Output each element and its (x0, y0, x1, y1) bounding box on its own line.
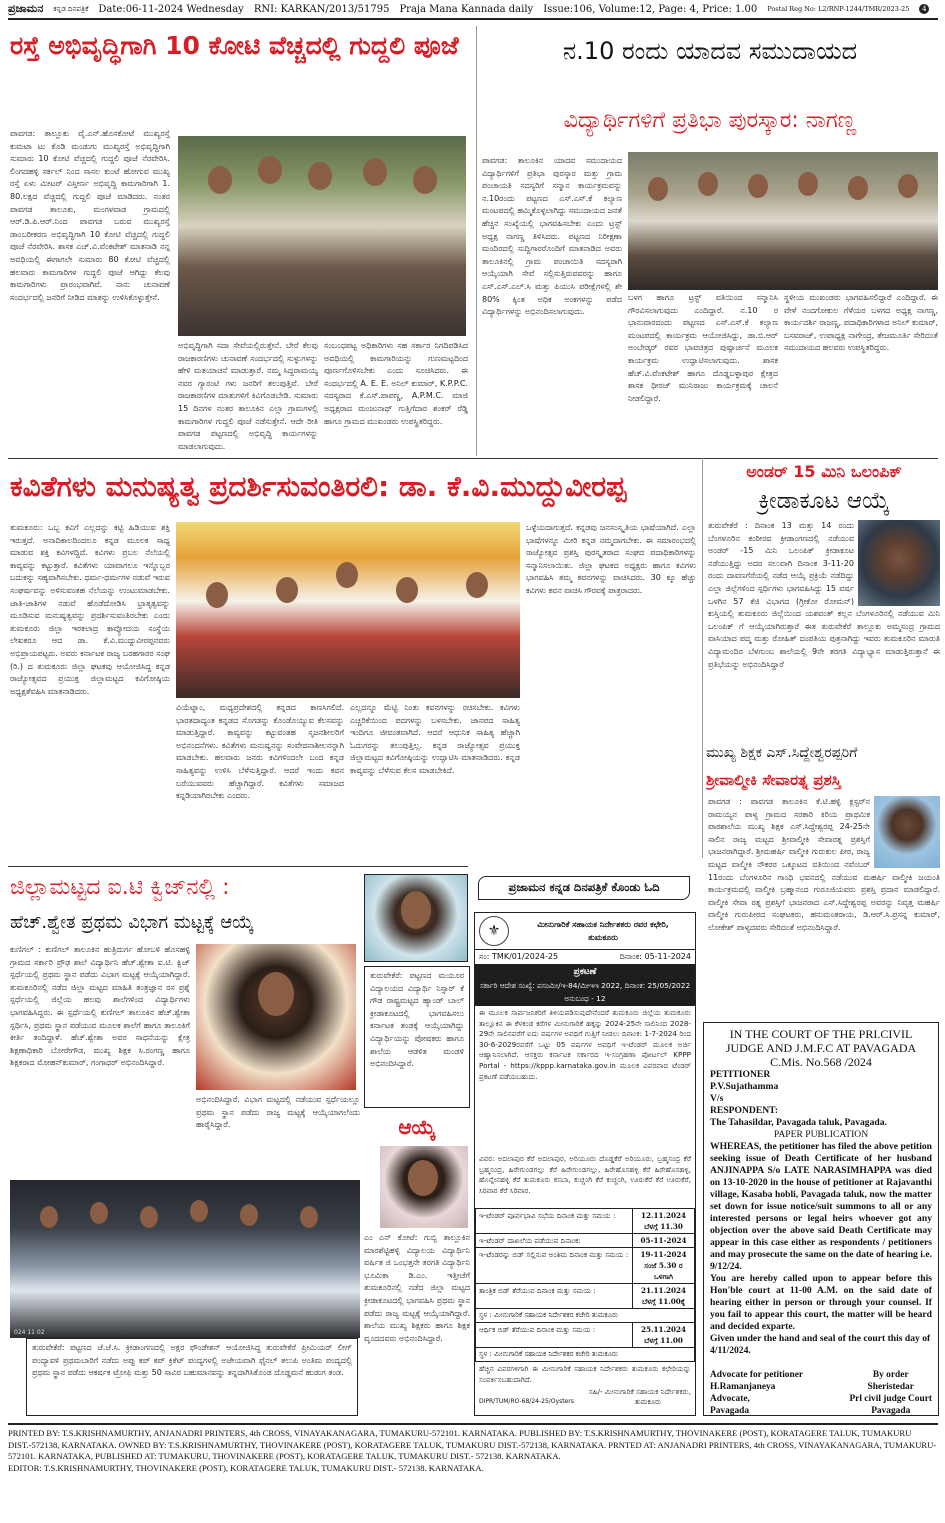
court-notice (703, 1022, 939, 1416)
tender-schedule-row (476, 1248, 695, 1284)
court-versus: V/s (710, 1093, 724, 1104)
article-yadava-col2: ಬಳಗ ಹಾಗೂ ಟ್ರಸ್ಟ್ ವತಿಯಿಂದ ಸನ್ಮಾನಿಸಿ ಗೌರವಿಸಲಾಗುವುದು ಎಂದಿದ್ದಾರೆ. ನ.10 ರ ಭಾನುವಾರದಂದು ಪಟ್ಟಣದ ಎಸ್.ಎಸ್.ಕೆ ಕಲ್ಯಾಣ ಮಂಟಪದಲ್ಲಿ ಕಾರ್ಯಕ್ರಮ ಆಯೋಜಿಸಿದ್ದು, ಡಾ.ಬಿ.ಆರ್ ಅಂಬೇಡ್ಕರ್ ರವರ ಭಾವಚಿತ್ರದ ಪುಷ್ಪಾರ್ಚನೆ ಮೂಲಕ ಕಾರ್ಯಕ್ರಮ ಉದ್ಘಾಟಿಸಲಾಗುವುದು. ಶಾಸಕ ಹೆಚ್.ವಿ.ವೆಂಕಟೇಶ್ ಹಾಗೂ ದೊಡ್ಡಬಳ್ಳಾಪುರ ಕ್ಷೇತ್ರದ ಶಾಸಕ ಧೀರಜ್ ಮುನಿರಾಜು ಕಾರ್ಯಕ್ರಮಕ್ಕೆ ಚಾಲನೆ ನೀಡಲಿದ್ದಾರೆ. (628, 293, 778, 403)
headline-road: ರಸ್ತೆ ಅಭಿವೃದ್ಧಿಗಾಗಿ 10 ಕೋಟಿ ವೆಚ್ಚದಲ್ಲಿ ಗುದ್ದಲಿ ಪೂಜೆ (10, 31, 459, 60)
court-respondent-label: RESPONDENT: (710, 1105, 779, 1116)
masthead-paper-name: Praja Mana Kannada daily (399, 3, 534, 15)
photo-olympic-athlete (858, 520, 940, 606)
tender-schedule-row (476, 1234, 695, 1248)
tender-schedule-label: ಆರ್ಥಿಕ ಬಿಡ್ ತೆರೆಯುವ ದಿನಾಂಕ ಮತ್ತು ಸಮಯ : (476, 1323, 633, 1348)
court-advocate-line: Pavagada (710, 1406, 750, 1416)
headline-quiz-line1: ಜಿಲ್ಲಾಮಟ್ಟದ ಐ.ಟಿ ಕ್ವಿಜ್‌ನಲ್ಲಿ : (10, 875, 230, 900)
tender-schedule-value (633, 1234, 695, 1248)
aykke-label: ಆಯ್ಕೆ (398, 1115, 436, 1139)
cricket-caption: ತುರುವೇಕೆರೆ: ಪಟ್ಟಣದ ಜೆ.ಜೆ.ಸಿ. ಕ್ರೀಡಾಂಗಣದಲ್ಲಿ ಅಕ್ಷರ ಫೌಂಡೇಶನ್ ಆಯೋಜಿಸಿದ್ದ ತುರುವೇಕೆರೆ ಪ್ರೀಮಿಯರ್ ಲೀಗ್ ಪಂದ್ಯಾವಳಿ ಪ್ರಥಮಬಾರಿಗೆ ನಡೆದು ಅಪ್ಪು ಕಪ್ ಕಪ್ ಕ್ರಿಕೆಟ್ ಪಂದ್ಯಗಳಲ್ಲಿ ಅಜೇಯವಾಗಿ ಫೈನಲ್ ತಲುಪಿ ಅಂತಿಮ ಪಂದ್ಯದಲ್ಲಿ ಪ್ರಥಮ ಸ್ಥಾನ ಪಡೆದು ಆಕರ್ಷಕ ಟ್ರೋಫಿ ಮತ್ತು 50 ಸಾವಿರ ಬಹುಮಾನವನ್ನು ತನ್ನದಾಗಿಸಿಕೊಂಡ ದೊಡ್ಡಮನೆ ಹುಡುಗ ತಂಡ. (26, 1338, 358, 1416)
government-seal-icon: ⚜ (479, 916, 509, 946)
tender-ref-no: ಸಂ: TMK/01/2024-25 (479, 952, 559, 961)
editor-text: EDITOR: T.S.KRISHNAMURTHY, THOVINAKERE (POST), KORATAGERE TALUK, TUMAKURU DIST.- 572138. KARNATAKA. (8, 1462, 484, 1473)
tender-schedule-row (476, 1323, 695, 1348)
headline-quiz-line2: ಹೆಚ್.ಶ್ವೇತ ಪ್ರಥಮ ವಿಭಾಗ ಮಟ್ಟಕ್ಕೆ ಆಯ್ಕೆ (10, 912, 254, 933)
photo-sports-student (380, 1146, 468, 1228)
court-title-line1: IN THE COURT OF THE PRI.CIVIL (729, 1027, 913, 1041)
photo-road-groundbreaking (178, 136, 466, 336)
headline-yadava-line1: ನ.10 ರಂದು ಯಾದವ ಸಮುದಾಯದ (562, 37, 858, 65)
tender-city: ತುಮಕೂರು (588, 933, 618, 942)
headline-yadava-line2: ವಿದ್ಯಾರ್ಥಿಗಳಿಗೆ ಪ್ರತಿಭಾ ಪುರಸ್ಕಾರ: ನಾಗಣ್ಣ (563, 108, 857, 133)
tender-venue-row (476, 1309, 695, 1323)
tender-schedule-label: ಇ-ಟೆಂಡರನ್ನು ಬಿಡ್ ಸಲ್ಲಿಸುವ ಅಂತಿಮ ದಿನಾಂಕ ಮತ್ತು ಸಮಯ : (476, 1248, 633, 1284)
article-poems-col4: ಒಳ್ಳೆಯದಾಗುತ್ತದೆ. ಕನ್ನಡವು ಜನಸಂಸ್ಕೃತಿಯ ಭಾಷೆಯಾಗಿದೆ. ಎಲ್ಲಾ ಭಾಷೆಗಳನ್ನೂ ಮೀರಿ ಕನ್ನಡ ನಮ್ಮದಾಗಬೇಕು. ಈ ಸಮಾರಂಭದಲ್ಲಿ ರಾಜ್ಯೋತ್ಸವ ಪ್ರಶಸ್ತಿ ಪುರಸ್ಕೃತರಾದ ಸಂಘದ ಪದಾಧಿಕಾರಿಗಳನ್ನು ಸನ್ಮಾನಿಸಲಾಯಿತು. ಜಿಲ್ಲಾ ಘಟಕದ ಅಧ್ಯಕ್ಷರು ಹಾಗೂ ಕವಿಗಳು ಭಾಗವಹಿಸಿ ತಮ್ಮ ಕವನಗಳನ್ನು ವಾಚಿಸಿದರು. 30 ಕ್ಕೂ ಹೆಚ್ಚು ಕವಿಗಳು ಕವನ ವಾಚಿಸಿ ಗೌರವಕ್ಕೆ ಪಾತ್ರರಾದರು. (526, 523, 696, 595)
tender-schedule-time: ಬೆಳಗ್ಗೆ 11.00ಕ್ಕೆ (642, 1297, 685, 1306)
imprint-footer (8, 1423, 938, 1474)
tender-schedule-label: ಇ-ಟೆಂಡರ್ ದಾಖಲೆಯ ಪಡೆಯುವ ದಿನಾಂಕ: (476, 1234, 633, 1248)
tender-schedule-table (475, 1208, 695, 1362)
photo-cricket-team (10, 1180, 360, 1338)
headline-olympic-line2: ಕ್ರೀಡಾಕೂಟ ಆಯ್ಕೆ (758, 488, 890, 514)
court-order-line: By order (872, 1370, 909, 1380)
tender-schedule-date: 05-11-2024 (640, 1236, 687, 1245)
tender-schedule-value (633, 1209, 695, 1234)
tender-schedule-label: ತಾಂತ್ರಿಕ ಬಿಡ್ ತೆರೆಯುವ ದಿನಾಂಕ ಮತ್ತು ಸಮಯ : (476, 1284, 633, 1309)
article-valmiki-text: ಪಾವಗಡ : ಪಾವಗಡ ತಾಲೂಕಿನ ಕೆ.ಟಿ.ಹಳ್ಳಿ ಕ್ಲಸ್ಟರ್‌ನ ರಾಮಯ್ಯನ ಪಾಳ್ಯ ಗ್ರಾಮದ ಸರಕಾರಿ ಕಿರಿಯ ಪ್ರಾಥಮಿಕ ಪಾಠಶಾಲೆಯ ಮುಖ್ಯ ಶಿಕ್ಷಕ ಎಸ್.ಸಿದ್ದೇಶ್ವರಪ್ಪ 24-25ನೇ ಸಾಲಿನ ರಾಜ್ಯ ಮಟ್ಟದ ಶ್ರೀವಾಲ್ಮೀಕಿ ಸೇವಾರತ್ನ ಪ್ರಶಸ್ತಿಗೆ ಭಾಜನರಾಗಿದ್ದಾರೆ. ಶ್ರೀಮಹರ್ಷಿ ವಾಲ್ಮೀಕಿ ಗುರುಕುಲ ಪೀಠ, ರಾಜ್ಯ ಮಟ್ಟದ ವಾಲ್ಮೀಕಿ ನೌಕರರ ಒಕ್ಕೂಟದ ವತಿಯಿಂದ ನವೆಂಬರ್ 11ರಂದು ಬೆಂಗಳೂರಿನ ಗಾಂಧಿ ಭವನದಲ್ಲಿ ನಡೆಯುವ ಮಹರ್ಷಿ ವಾಲ್ಮೀಕಿ ಜಯಂತಿ ಕಾರ್ಯಕ್ರಮದಲ್ಲಿ ವಾಲ್ಮೀಕಿ ಬ್ರಹ್ಮಾನಂದ ಗುರೂಜಿಯವರು ಪ್ರಶಸ್ತಿ ಪ್ರದಾನ ಮಾಡಲಿದ್ದಾರೆ. ವಾಲ್ಮೀಕಿ ಸೇವಾ ರತ್ನ ಪ್ರಶಸ್ತಿಗೆ ಭಾಜನರಾದ ಎಸ್.ಸಿದ್ದೇಶ್ವರಪ್ಪ ಅವರನ್ನು ನಿವೃತ್ತ ಮಹರ್ಷಿ ವಾಲ್ಮೀಕಿ ಗುರುಪೀಠದ ಸಂಘಟಕರು, ಹನುಮಂತರಾಯ, ಡಿ.ಆರ್.ಸಿ.ಪ್ರಸನ್ನ ಕುಮಾರ್, ಲೋಕೇಶ್ ಪಾಳ್ಯದವರು ಸೇರಿದಂತೆ ಅಭಿನಂದಿಸಿದ್ದಾರೆ. (708, 797, 940, 932)
masthead-postal: Postal Reg No: L2/RNP-1244/TMR/2023-25 (767, 5, 910, 13)
tender-schedule-date: 25.11.2024 (640, 1325, 686, 1334)
section-divider (8, 866, 468, 867)
tender-date: ದಿನಾಂಕ: 05-11-2024 (619, 952, 691, 961)
court-para1: WHEREAS, the petitioner has filed the above petition seeking issue of Death Certificate of her husband ANJINAPPA S/o LATE NARASIMHAPPA was died on 13-10-2020 in the house of petitioner at Rajavanthi village, Kasaba hobli, Pavagada taluk, now the matter set down for issue notice/suit summons to all or any interested persons or legal heirs whoever got any objection over the above said Death Certificate may appear in this case either as respondents / petitioners and may prosecute the same on the date of hearing i.e. 9/12/24. (710, 1141, 932, 1272)
court-order-line: Sheristedar (867, 1382, 914, 1392)
article-road-col2: ಅಭಿವೃದ್ಧಿಗಾಗಿ ಸದಾ ಸೇವೆಯಲ್ಲಿರುತ್ತೇನೆ. ಬೇರೆ ಕೆಲವು ರಾಜಕಾರಣಿಗಳು ಚುನಾವಣೆ ಸಂದರ್ಭದಲ್ಲಿ ಸುಳ್ಳುಗಳನ್ನು ಹೇಳಿ ಮತಯಾಚನೆ ಮಾಡುತ್ತಾರೆ. ನಮ್ಮ ಸಿದ್ದರಾಮಯ್ಯ ನವರ ಗ್ಯಾರಂಟಿ ಗಳು ಜನರಿಗೆ ತಲುಪುತ್ತಿವೆ. ಬೇರೆ ರಾಜಕಾರಣಿಗಳ ಮಾತುಗಳಿಗೆ ಕಿವಿಗೊಡಬೇಡಿ. ಸುಮಾರು 15 ದಿನಗಳ ನಂತರ ತಾಲೂಕಿನ ಎಲ್ಲಾ ಗ್ರಾಮಗಳಲ್ಲಿ ಕಾಮಗಾರಿಗಳ ಗುದ್ದಲಿ ಪೂಜೆ ನಡೆಸುತ್ತೇನೆ. ಆದೇ ರೀತಿ ಪಾವಗಡ ಪಟ್ಟಣದಲ್ಲಿ ಅಭಿವೃದ್ಧಿ ಕಾರ್ಯಗಳನ್ನು ಮಾಡಲಾಗುವುದು. (178, 341, 318, 451)
photo-tag: 024 11 02 (14, 1329, 45, 1336)
court-advocate-line: Advocate for petitioner (710, 1370, 804, 1380)
headline-poems: ಕವಿತೆಗಳು ಮನುಷ್ಯತ್ವ ಪ್ರದರ್ಶಿಸುವಂತಿರಲಿ: ಡಾ. ಕೆ.ವಿ.ಮುದ್ದುವೀರಪ್ಪ (10, 470, 627, 503)
court-publication: PAPER PUBLICATION (773, 1129, 869, 1140)
tender-dipr-code: DIPR/TUM/RO-68/24-25/Oysters (479, 1397, 574, 1405)
tender-venue: ಸ್ಥಳ : ಮೀನುಗಾರಿಕೆ ಸಹಾಯಕ ನಿರ್ದೇಶಕರ ಕಚೇರಿ ತುಮಕೂರು (476, 1309, 695, 1323)
headline-valmiki-line1: ಮುಖ್ಯ ಶಿಕ್ಷಕ ಎಸ್.ಸಿದ್ದೇಶ್ವರಪ್ಪರಿಗೆ (706, 745, 858, 761)
column-divider (476, 26, 477, 456)
article-road-col3: ಸಂಬಂಧಪಟ್ಟ ಅಧಿಕಾರಿಗಳು ಸಹ ಸರ್ಕಾರ ನಿಗದಿಪಡಿಸಿದ ಅವಧಿಯಲ್ಲಿ ಕಾಮಗಾರಿಯನ್ನು ಗುಣಮಟ್ಟದಿಂದ ಪೂರ್ಣಗೊಳಿಸಬೇಕು ಎಂದು ಸೂಚಿಸಿದರು. ಈ ಸಂದರ್ಭದಲ್ಲಿ A. E. E. ಅನಿಲ್ ಕುಮಾರ್, K.P.P.C. ಸದಸ್ಯರಾದ ಕೆ.ಎಸ್.ಪಾಪಣ್ಣ, A.P.M.C. ಮಾಜಿ ಅಧ್ಯಕ್ಷರಾದ ಮಂಜುನಾಥ್ ಗುತ್ತಿಗೆದಾರ ಶಂಕರ್ ರೆಡ್ಡಿ ಹಾಗೂ ಗ್ರಾಮದ ಮುಖಂಡರು ಉಪಸ್ಥಿತರಿದ್ದರು. (324, 341, 468, 426)
tender-notice (474, 912, 696, 1416)
imprint-text: PRINTED BY: T.S.KRISHNAMURTHY, ANJANADRI PRINTERS, 4th CROSS, VINAYAKANAGARA, TUMAKURU-572101. KARNATAKA. PUBLISHED BY: T.S.KRISHNAMURTHY, THOVINAKERE (POST), KORATAGERE TALUK, TUMAKURU DIST.-572138, KARNATAKA. OWNED BY: T.S.KRISHNAMURTHY, THOVINAKERE (POST), KORATAGERE TALUK, TUMAKURU DIST.-572138, KARNATAKA. PRNTED AT: ANJANADRI PRINTERS, 4th CROSS, VINAYAKANAGARA, TUMAKURU-572101. KARNATAKA, PUBLISHED AT: TUMAKURU, THOVINAKERE (POST), KORATAGERE TALUK, TUMAKURU DIST.- 572138. KARNATAKA. (8, 1428, 937, 1462)
page-number-badge: 4 (919, 4, 929, 14)
court-advocate-block (710, 1369, 803, 1416)
article-poems-col1: ತುಮಕೂರು: ಒಬ್ಬ ಕವಿಗೆ ಎಲ್ಲದನ್ನು ಕಟ್ಟಿ ಹಿಡಿಯುವ ಶಕ್ತಿ ಇರುತ್ತದೆ. ಅನಾದಿಕಾಲದಿಂದಲೂ ಕನ್ನಡ ಮೂಲಕ ಸಾಧ್ಯ ಮಾಡುವ ಶಕ್ತಿ ಕವಿಗಳದ್ದಿದೆ. ಕವಿಗಳು ಪ್ರಬಲ ನೆಲೆಯಲ್ಲಿ ಕಾವ್ಯವನ್ನು ಕಟ್ಟುತ್ತಾರೆ. ಕವಿತೆಗಳು ಯಾವಾಗಲೂ ಇನ್ನೊಬ್ಬರ ಬದುಕನ್ನು ಸಹ್ಯವಾಗಿಸಬೇಕು. ಧರ್ಮ-ಧರ್ಮಗಳ ನಡುವೆ ಇರುವ ಸಂಘರ್ಷವನ್ನು ಅಳಿಸುವಂತಹ ನೆಲೆಯನ್ನು ಉಂಟುಮಾಡಬೇಕು. ಜಾತಿ-ಜಾತಿಗಳ ನಡುವೆ ಹೊಡೆದೋಡಿಸಿ ಭ್ರಾತೃತ್ವವನ್ನು ಮೂಡಿಸುವ ಮನುಷ್ಯತ್ವವನ್ನು ಪ್ರದರ್ಶಿಸುವಂತಿರಬೇಕು ಎಂದು ತುಮಕೂರು ಜಿಲ್ಲಾ ಇರಕಲಾದ್ರ ಕಾವ್ಯೋದಯ ಸಂಸ್ಥೆಯ ಲೇಖಕರೂ ಆದ ಡಾ. ಕೆ.ವಿ.ಮುದ್ದುವೀರಪ್ಪನವರು ಅಭಿಪ್ರಾಯಪಟ್ಟರು. ಅವರು ಕರ್ನಾಟಕ ರಾಜ್ಯ ಬರಹಗಾರರ ಸಂಘ (ರಿ.) ದ ತುಮಕೂರು ಜಿಲ್ಲಾ ಘಟಕವು ಆಯೋಜಿಸಿದ್ದ ಕನ್ನಡ ರಾಜ್ಯೋತ್ಸವದ ಪ್ರಯುಕ್ತ ಜಿಲ್ಲಾಮಟ್ಟದ ಕವಿಗೋಷ್ಠಿಯ ಅಧ್ಯಕ್ಷತೆವಹಿಸಿ ಮಾತನಾಡಿದರು. (10, 523, 170, 696)
tender-schedule-date: 19-11-2024 (640, 1250, 687, 1259)
tender-schedule-time: ಸಂಜೆ 5.30 ರ ಒಳಗಾಗಿ (644, 1261, 683, 1281)
court-title-line2: JUDGE AND J.M.F.C AT PAVAGADA (725, 1041, 917, 1055)
tender-footer-text: ಹೆಚ್ಚಿನ ವಿವರಗಳಿಗಾಗಿ ಈ ಮೀನುಗಾರಿಕೆ ಸಹಾಯಕ ನಿರ್ದೇಶಕರು ತುಮಕೂರು ಕಛೇರಿಯನ್ನು ಸಂಪರ್ಕಿಸಬಹುದಾಗಿದೆ. (479, 1364, 691, 1384)
article-olympic-text: ತುರುವೇಕೆರೆ : ದಿನಾಂಕ 13 ಮತ್ತು 14 ರಂದು ಬೆಂಗಳೂರಿನ ಕಂಠೀರವ ಕ್ರೀಡಾಂಗಣದಲ್ಲಿ ನಡೆಯುವ ಅಂಡರ್ -15 ಮಿನಿ ಒಲಂಪಿಕ್ ಕ್ರೀಡಾಕೂಟ ನಡೆಯುತ್ತಿದ್ದು ಅದರ ಸಲುವಾಗಿ ದಿನಾಂಕ 3-11-20 ರಂದು ದಾವಣಗೆರೆಯಲ್ಲಿ ನಡೆದ ಆಯ್ಕೆ ಪ್ರಕ್ರಿಯೆ ನಡೆದಿದ್ದು ಎಲ್ಲಾ ಜಿಲ್ಲೆಗಳಿಂದ ಸ್ಪರ್ಧಿಗಳು ಭಾಗವಹಿಸಿದ್ದು 15 ವರ್ಷ ಒಳಗಿನ 57 ಕೆಜಿ ವಿಭಾಗದ (ಗ್ರೀಕೋ ರೋಮನ್) ಕುಸ್ತಿಯಲ್ಲಿ ತುಮಕೂರು ಜಿಲ್ಲೆಯಿಂದ ಯಶವಂತ್ ಕಲ್ಲನ ಬೆಂಗಳೂರಿನಲ್ಲಿ ನಡೆಯುವ ಮಿನಿ ಒಲಂಪಿಕ್ ಗೆ ಆಯ್ಕೆಯಾಗಿರುತ್ತಾರೆ ಈತ ತುರುವೇಕೆರೆ ತಾಲ್ಲೂಕು ಅಮ್ಮಸಂದ್ರ ಗ್ರಾಮದ ವಾಸಿಯಾದ ಪದ್ಮ ಮತ್ತು ರೋಹಿತ್ ದಂಪತಿಯ ಪುತ್ರನಾಗಿದ್ದು ಇವರು ತುಮಕೂರಿನ ಮಾರುತಿ ವಿದ್ಯಾಮಂದಿರ ಬೆಳಗುಂಬ ಶಾಲೆಯಲ್ಲಿ 9ನೇ ತರಗತಿ ವಿದ್ಯಾಭ್ಯಾಸ ಮಾಡುತ್ತಿರುತ್ತಾನೆ ಈ ಪ್ರತಿಭೆಯನ್ನು ಅಭಿನಂದಿಸಿದ್ದಾರೆ (708, 521, 940, 669)
tender-signature-city: ತುಮಕೂರು (634, 1397, 661, 1406)
photo-yadava-event (628, 152, 938, 290)
tender-schedule-label: ಇ-ಟೆಂಡರ್ ಪೂರ್ವಭಾವಿ ಸಭೆಯ ದಿನಾಂಕ ಮತ್ತು ಸಮಯ : (476, 1209, 633, 1234)
masthead-logo: ಪ್ರಜಾಮನ (8, 2, 44, 15)
masthead (8, 0, 938, 20)
tender-schedule-value (633, 1284, 695, 1309)
quiz-photo-caption: ಅಭಿನಂದಿಸಿದ್ದಾರೆ. ವಿಭಾಗ ಮಟ್ಟದಲ್ಲಿ ನಡೆಯುವ ಸ್ಪರ್ಧೆಯಲ್ಲೂ ಪ್ರಥಮ ಸ್ಥಾನ ಪಡೆದು ರಾಜ್ಯ ಮಟ್ಟಕ್ಕೆ ಆಯ್ಕೆಯಾಗಲೆಂದು ಹಾರೈಸಿದ್ದಾರೆ. (196, 1095, 360, 1130)
tender-venue-row (476, 1348, 695, 1362)
court-para2: You are hereby called upon to appear before this Hon'ble court at 11-00 A.M. on the said date of hearing either in person or through your counsel. If you fail to appear this court, the matter will be heard and decided exparte. (710, 1273, 932, 1332)
tender-office: ಮೀನುಗಾರಿಕೆ ಸಹಾಯಕ ನಿರ್ದೇಶಕರು ರವರ ಕಛೇರಿ, (537, 920, 669, 929)
court-para3: Given under the hand and seal of the court this day of 4/11/2024. (710, 1333, 931, 1356)
tender-schedule-time: ಬೆಳಗ್ಗೆ 11.30 (644, 1222, 683, 1231)
photo-quiz-student (196, 944, 356, 1090)
masthead-date: Date:06-11-2024 Wednesday (98, 3, 244, 15)
tender-venue: ಸ್ಥಳ : ಮೀನುಗಾರಿಕೆ ಸಹಾಯಕ ನಿರ್ದೇಶಕರ ಕಚೇರಿ ತುಮಕೂರು (476, 1348, 695, 1362)
masthead-subtitle: ಕನ್ನಡ ದಿನಪತ್ರಿಕೆ (53, 4, 89, 13)
tender-signature: ಸಹಿ/- ಮೀನುಗಾರಿಕೆ ಸಹಾಯಕ ನಿರ್ದೇಶಕರು, (588, 1387, 691, 1397)
court-order-line: Pavagada (871, 1406, 911, 1416)
masthead-rni: RNI: KARKAN/2013/51795 (253, 3, 390, 15)
court-petitioner-label: PETITIONER (710, 1069, 771, 1080)
article-road-col1: ಪಾವಗಡ: ತಾಲ್ಲೂಕು ವೈ.ಎನ್.ಹೊಸಕೋಟೆ ಮುಖ್ಯರಸ್ತೆ ಕುಮಟಾ ಟು ಕೊಡಿ ಮಂಡುಗು ಮುಖ್ಯರಸ್ತೆ ಅಭಿವೃದ್ಧಿಗಾಗಿ ಸುಮಾರು 10 ಕೋಟಿ ವೆಚ್ಚದಲ್ಲಿ ಗುದ್ದಲಿ ಪೂಜೆ ನೆರವೇರಿಸಿ. ಲಿಂಗದಹಳ್ಳಿ ಸರ್ಕಲ್ ನಿಂದ ಸಾಸಲ ಕುಂಟೆ ಹೋಗುವ ಮುಖ್ಯ ರಸ್ತೆ ಏಳು ಮೀಟರ್ ವಿಸ್ತೀರ್ಣ ಅಭಿವೃದ್ಧಿ ಕಾಮಗಾರಿಗಾಗಿ 1. 80.ಲಕ್ಷದ ವೆಚ್ಚದಲ್ಲಿ ಗುದ್ದಲಿ ಪೂಜೆ ಮಾಡಿದರು. ನಂತರ ಪಾವಗಡ ತಾಲೂಕು, ಮಂಗಳವಾಡ ಗ್ರಾಮದಲ್ಲಿ ಆರ್.ಡಿ.ಪಿ.ಆರ್.ನಿಂದ ಪಾವಗಡ ಬರುವ ಮುಖ್ಯರಸ್ತೆ ಡಾಂಬರೀಕರಣ ಅಭಿವೃದ್ಧಿಗಾಗಿ 10 ಕೋಟಿ ವೆಚ್ಚದಲ್ಲಿ ಗುದ್ದಲಿ ಪೂಜೆ ನೆರವೇರಿಸಿ. ಶಾಸಕ ಎಚ್.ವಿ.ವೆಂಕಟೇಶ್ ಮಾತನಾಡಿ ನನ್ನ ಅವಧಿಯಲ್ಲಿ ಈಗಾಗಲೇ ಸುಮಾರು 80 ಕೋಟಿ ವೆಚ್ಚದಲ್ಲಿ ಹಲವಾರು ಕಾಮಗಾರಿಗಳ ಗುದ್ದಲಿ ಪೂಜೆ ಆಗಿದ್ದು ಕೆಲವು ಕಾಮಗಾರಿಗಳು ಪ್ರಾರಂಭವಾಗಿವೆ. ನಾನು ಚುನಾವಣೆ ಸಂದರ್ಭದಲ್ಲಿ ಜನರಿಗೆ ನೀಡಿದ ಮಾತನ್ನು ಉಳಿಸಿಕೊಳ್ಳುತ್ತೇನೆ. (10, 129, 170, 302)
tender-annexure: ಅನುಬಂಧ - 12 (564, 994, 606, 1003)
tender-schedule-date: 21.11.2024 (640, 1286, 686, 1295)
court-respondent: The Tahasildar, Pavagada taluk, Pavagada. (710, 1117, 887, 1128)
article-poems-col3: ಎಲ್ಲದನ್ನೂ ಮೆಟ್ಟಿ ನಿಂತು ಕವನಗಳನ್ನು ರಚಿಸಬೇಕು. ಕವಿಗಳು ಎಚ್ಚರಿಕೆಯಿಂದ ಪದಗಳನ್ನು ಬಳಸಬೇಕು. ಜಾನಪದ ಸಾಹಿತ್ಯ ಇಂದಿಗೂ ಜೀವಂತವಾಗಿದೆ. ಆದರೆ ಆಧುನಿಕ ಸಾಹಿತ್ಯ ಹೆಚ್ಚಾಗಿ ಓದುಗರನ್ನು ತಲುಪುತ್ತಿಲ್ಲ. ಕನ್ನಡ ರಾಜ್ಯೋತ್ಸವ ಪ್ರಯುಕ್ತ ಜಿಲ್ಲಾಮಟ್ಟದ ಕವಿಗೋಷ್ಠಿಯನ್ನು ಉದ್ಘಾಟಿಸಿ ಮಾತನಾಡಿದರು. ಕನ್ನಡ ಕಾವ್ಯವನ್ನು ಬೆಳೆಸುವ ಕೆಲಸ ಮಾಡಬೇಕಿದೆ. (350, 703, 520, 775)
court-case-no: C.Mis. No.568 /2024 (770, 1055, 872, 1069)
article-olympic (708, 520, 940, 740)
section-divider (8, 458, 938, 459)
headline-valmiki-line2: ಶ್ರೀವಾಲ್ಮೀಕಿ ಸೇವಾರತ್ನ ಪ್ರಶಸ್ತಿ (706, 771, 841, 789)
tender-lakes: ವಿವರ: ಅದಲಾಪುರ ಕೆರೆ ಅದಲಾಪುರ, ಅರಿಯೂರು ದೊಡ್ಡಕೆರೆ ಅರಿಯೂರು, ಬ್ರಹ್ಮಸಂದ್ರ ಕೆರೆ ಬ್ರಹ್ಮಸಂದ್ರ, ಹಿರೇಗುಂಡಗಲ್ಲು ಕೆರೆ ಹಿರೇಗುಂಡಗಲ್ಲು, ಹಿರೇಹೊಸಹಳ್ಳಿ ಕೆರೆ ಹಿರೇಹೊಸಹಳ್ಳಿ, ಹೊನ್ನೇನಹಳ್ಳಿ ಕೆರೆ ತುಮಕೂರು ಕಸಬಾ, ಕುಚ್ಚಂಗಿ ಕೆರೆ ಕುಚ್ಚಂಗಿ, ಊರುಕೆರೆ ಕೆರೆ ಊರುಕೆರೆ, ಸಿರಿವಾರ ಕೆರೆ ಸಿರಿವಾರ. (479, 1154, 691, 1195)
article-valmiki (708, 796, 940, 1021)
tender-ref-row (475, 950, 695, 965)
tender-schedule-row (476, 1284, 695, 1309)
tender-title-bar (475, 965, 695, 1006)
court-order-block (849, 1369, 932, 1416)
court-order-line: Prl civil judge Court (849, 1394, 932, 1404)
article-sports-selection: ಎಂ ಎನ್ ಕೋಟೆ: ಗುಬ್ಬಿ ತಾಲ್ಲೂಕಿನ ಮಾರಶೆಟ್ಟಿಹಳ್ಳಿ ವಿದ್ಯಾಲಯ ವಿದ್ಯಾರ್ಥಿನಿ ವರ್ಷಿತ ಜಿ ಒಂಭತ್ತನೇ ತರಗತಿ ವಿದ್ಯಾರ್ಥಿನಿ ಭೂಮಿಕಾ ಡಿ.ಎಂ. ಇತ್ತೀಚೆಗೆ ತುಮಕೂರಿನಲ್ಲಿ ನಡೆದ ಜಿಲ್ಲಾ ಮಟ್ಟದ ಕ್ರೀಡಾಕೂಟದಲ್ಲಿ ಭಾಗವಹಿಸಿ ಪ್ರಥಮ ಸ್ಥಾನ ಪಡೆದು ರಾಜ್ಯ ಮಟ್ಟಕ್ಕೆ ಆಯ್ಕೆಯಾಗಿದ್ದಾರೆ. ಶಾಲೆಯ ಮುಖ್ಯ ಶಿಕ್ಷಕರು ಹಾಗೂ ಶಿಕ್ಷಕ ವೃಂದದವರು ಅಭಿನಂದಿಸಿದ್ದಾರೆ. (364, 1233, 470, 1343)
article-poems-col2: ವಿಯೆಟ್ನಾಂ, ಮಧ್ಯಪ್ರದೇಶದಲ್ಲಿ ಕನ್ನಡದ ಕಾಣಸಿಗಲಿದೆ. ಭಾರತದಾದ್ಯಂತ ಕನ್ನಡದ ಸೊಗಡನ್ನು ಕೊಂಡೊಯ್ಯುವ ಕೆಲಸವನ್ನು ಮಾಡುತ್ತಿದ್ದಾರೆ. ಕಾವ್ಯವನ್ನು ಕಟ್ಟುವಂತಹ ಸೃಜನಶೀಲರಿಗೆ ಅಭಿನಂದನೆಗಳು. ಕವಿತೆಗಳು ಮನುಷ್ಯನನ್ನು ಸಂವೇದನಾಶೀಲನನ್ನಾಗಿ ಮಾಡಬೇಕು. ಹಲವಾರು ಜನರು ಕವಿಗಳಿಂದಲೇ ಬಂದ ಕನ್ನಡ ಸಾಹಿತ್ಯವನ್ನು ಉಳಿಸಿ ಬೆಳೆಸುತ್ತಿದ್ದಾರೆ. ಆದರೆ ಇಂದು ಕವನ ಬರೆಯುವವರು ಹೆಚ್ಚಾಗಿದ್ದಾರೆ. ಕವಿತೆಗಳು ಸಮಾಜದ ಕನ್ನಡಿಯಾಗಿರಬೇಕು ಎಂದರು. (176, 703, 344, 801)
article-yadava-col3: ಸ್ಥಳೀಯ ಮುಖಂಡರು ಭಾಗವಹಿಸಲಿದ್ದಾರೆ ಎಂದಿದ್ದಾರೆ. ಈ ವೇಳೆ ನಂದಗೋಕುಲ ಗೆಳೆಯರ ಬಳಗದ ಅಧ್ಯಕ್ಷ ನಾಗಣ್ಣ, ಕಾರ್ಯದರ್ಶಿ ರಾಜಣ್ಣ, ಪದಾಧಿಕಾರಿಗಳಾದ ಅನಿಲ್ ಕುಮಾರ್, ಬಸವರಾಜ್, ಉಪಾಧ್ಯಕ್ಷ ನಾಗೇಂದ್ರ, ತೇಜಮೂರ್ತಿ ಸೇರಿದಂತೆ ಸಮುದಾಯದ ಹಲವರು ಉಪಸ್ಥಿತರಿದ್ದರು. (784, 293, 938, 353)
tender-order-ref: ಸರ್ಕಾರಿ ಆದೇಶ ಸಂಖ್ಯೆ: ಪಸಂಮೀ/ಇ-84/ಮೀಇಇ 2022, ದಿನಾಂಕ: 25/05/2022 (479, 981, 691, 990)
promo-banner: ಪ್ರಜಾಮನ ಕನ್ನಡ ದಿನಪತ್ರಿಕೆ ಕೊಂಡು ಓದಿ (478, 876, 690, 900)
tender-schedule-value (633, 1323, 695, 1348)
headline-olympic-line1: ಅಂಡರ್ 15 ಮಿನಿ ಒಲಂಪಿಕ್ (746, 462, 902, 481)
photo-valmiki-teacher (874, 796, 940, 868)
tender-schedule-date: 12.11.2024 (640, 1211, 686, 1220)
tender-body: ಈ ಮೂಲಕ ಸಾರ್ವಜನಿಕರಿಗೆ ತಿಳಿಯಪಡಿಸುವುದೇನೆಂದರೆ ತುಮಕೂರು ಜಿಲ್ಲೆಯ ತುಮಕೂರು ತಾಲ್ಲೂಕಿನ ಈ ಕೆಳಕಂಡ ಕರೆಗಳ ಮೀನುಗಾರಿಕೆ ಹಕ್ಕನ್ನು 2024-25ನೇ ಸಾಲಿನಿಂದ 2028-29ನೇ ಸಾಲಿನವರೆಗೆ ಐದು ವರ್ಷಗಳ ಅವಧಿಗೆ ಗುತ್ತಿಗೆ ನೀಡಲು ದಿನಾಂಕ: 1-7-2024 ರಿಂದ 30-6-2029ರವರೆಗೆ ಒಟ್ಟು 05 ವರ್ಷಗಳ ಅವಧಿಗೆ ಇ-ಟೆಂಡರ್ ಮೂಲಕ ಅರ್ಜಿ ಆಹ್ವಾನಿಸಲಾಗಿದೆ. ಆಸಕ್ತರು ಕರ್ನಾಟಕ ಸರ್ಕಾರದ ಇ-ಸಂಗ್ರಹಣಾ ಪೋರ್ಟಲ್ KPPP Portal - https://kppp.karnataka.gov.in ಮೂಲಕ ವಿವರವಾದ ಟೆಂಡರ್ ಪ್ರಕಟಣೆ ಪಡೆಯಬಹುದು. (479, 1008, 691, 1081)
article-yadava-col1: ಪಾವಗಡ: ತಾಲೂಕಿನ ಯಾದವ ಸಮುದಾಯದ ವಿದ್ಯಾರ್ಥಿಗಳಿಗೆ ಪ್ರತಿಭಾ ಪುರಸ್ಕಾರ ಮತ್ತು ಗ್ರಾಮ ಪಂಚಾಯತಿ ಸದಸ್ಯರಿಗೆ ಸನ್ಮಾನ ಕಾರ್ಯಕ್ರಮವನ್ನು ನ.10ರಂದು ಪಟ್ಟಣದ ಎಸ್.ಎಸ್.ಕೆ ಕಲ್ಯಾಣ ಮಂಟಪದಲ್ಲಿ ಹಮ್ಮಿಕೊಳ್ಳಲಾಗಿದ್ದು ಸಮುದಾಯದ ಜನತೆ ಹೆಚ್ಚಿನ ಸಂಖ್ಯೆಯಲ್ಲಿ ಭಾಗವಹಿಸಬೇಕು ಎಂದು ಟ್ರಸ್ಟ್ ಅಧ್ಯಕ್ಷ ನಾಗಣ್ಣ ತಿಳಿಸಿದರು. ಪಟ್ಟಣದ ನಿರೀಕ್ಷಣಾ ಮಂದಿರದಲ್ಲಿ ಸುದ್ದಿಗಾರರೊಂದಿಗೆ ಮಾತನಾಡಿದ ಅವರು ತಾಲೂಕಿನಲ್ಲಿ ಗ್ರಾಮ ಪಂಚಾಯಿತಿ ಸದಸ್ಯರಾಗಿ ಆಯ್ಕೆಯಾಗಿ ಸೇವೆ ಸಲ್ಲಿಸುತ್ತಿರುವವರನ್ನು ಹಾಗೂ ಎಸ್.ಎಸ್.ಎಲ್.ಸಿ ಮತ್ತು ಪಿಯುಸಿ ಪರೀಕ್ಷೆಗಳಲ್ಲಿ ಶೇ 80% ಕ್ಕಿಂತ ಅಧಿಕ ಅಂಕಗಳನ್ನು ಪಡೆದ ವಿದ್ಯಾರ್ಥಿಗಳನ್ನು ಅಭಿನಂದಿಸಲಾಗುವುದು. (482, 156, 622, 317)
tender-title: ಪ್ರಕಟಣೆ (573, 967, 597, 977)
article-quiz: ಕುಣಿಗಲ್ : ಕುಣಿಗಲ್ ತಾಲೂಕಿನ ಹುತ್ರಿದುರ್ಗ ಹೋಬಳಿ ಹೊಸಹಳ್ಳಿ ಗ್ರಾಮದ ಸರ್ಕಾರಿ ಪ್ರೌಢ ಶಾಲೆ ವಿದ್ಯಾರ್ಥಿನಿ ಹೆಚ್.ಶ್ವೇತಾ ಐ.ಟಿ. ಕ್ವಿಜ್ ಸ್ಪರ್ಧೆಯಲ್ಲಿ ಪ್ರಥಮ ಸ್ಥಾನ ಪಡೆದು ವಿಭಾಗ ಮಟ್ಟಕ್ಕೆ ಆಯ್ಕೆಯಾಗಿದ್ದಾರೆ. ತುಮಕೂರಿನಲ್ಲಿ ನಡೆದ ಜಿಲ್ಲಾ ಮಟ್ಟದ ಮಾಹಿತಿ ತಂತ್ರಜ್ಞಾನ ರಸ ಪ್ರಶ್ನೆ ಸ್ಪರ್ಧೆಯಲ್ಲಿ ಜಿಲ್ಲೆಯ ಹಲವು ಶಾಲೆಗಳಿಂದ ವಿದ್ಯಾರ್ಥಿಗಳು ಭಾಗವಹಿಸಿದ್ದರು. ಈ ಸ್ಪರ್ಧೆಯಲ್ಲಿ ಕುಣಿಗಲ್ ತಾಲೂಕಿನ ಹೆಚ್.ಶ್ವೇತಾ ಸ್ಪರ್ಧಿಸಿ, ಪ್ರಥಮ ಸ್ಥಾನ ಪಡೆಯುವ ಮೂಲಕ ಶಾಲೆಗೆ ಹಾಗೂ ತಾಲೂಕಿಗೆ ಕೀರ್ತಿ ತಂದಿದ್ದಾಳೆ. ಹೆಚ್.ಶ್ವೇತಾ ಅವರ ಸಾಧನೆಯನ್ನು ಕ್ಷೇತ್ರ ಶಿಕ್ಷಣಾಧಿಕಾರಿ ಬೋರೇಗೌಡ, ಮುಖ್ಯ ಶಿಕ್ಷಕ ಸಿ.ರಂಗಣ್ಣ ಹಾಗೂ ಶಿಕ್ಷಕರಾದ ಮೋಹನ್‌ಕುಮಾರ್, ಗಂಗಾಧರ್ ಅಭಿನಂದಿಸಿದ್ದಾರೆ. (10, 945, 190, 1068)
court-advocate-line: H.Ramanjaneya (710, 1382, 776, 1392)
column-divider (702, 458, 703, 858)
court-petitioner: P.V.Sujathamma (710, 1081, 779, 1092)
tender-notice-header (475, 913, 695, 950)
court-advocate-line: Advocate, (710, 1394, 750, 1404)
masthead-issue: Issue:106, Volume:12, Page: 4, Price: 1.00 (543, 3, 758, 15)
photo-poems-felicitation (176, 522, 520, 698)
tender-schedule-time: ಬೆಳಗ್ಗೆ 11.00 (644, 1336, 683, 1345)
photo-handball-student (364, 874, 468, 962)
article-handball: ತುರುವೇಕೆರೆ: ಪಟ್ಟಣದ ಮಯೂರ ವಿದ್ಯಾಲಯದ ವಿದ್ಯಾರ್ಥಿ ನಿಸ್ಸಾರ್ ಕೆ ಗೌಡ ರಾಷ್ಟ್ರಮಟ್ಟದ ಹ್ಯಾಂಡ್ ಬಾಲ್ ಕ್ರೀಡಾಕೂಟದಲ್ಲಿ ಭಾಗವಹಿಸಲು ಕರ್ನಾಟಕ ತಂಡಕ್ಕೆ ಆಯ್ಕೆಯಾಗಿದ್ದು ವಿದ್ಯಾರ್ಥಿಯನ್ನು ಪೋಷಕರು ಹಾಗೂ ಶಾಲೆಯ ಆಡಳಿತ ಮಂಡಳಿ ಅಭಿನಂದಿಸಿದ್ದಾರೆ. (364, 966, 470, 1108)
tender-schedule-row (476, 1209, 695, 1234)
court-signatures (710, 1369, 932, 1416)
tender-schedule-value (633, 1248, 695, 1284)
